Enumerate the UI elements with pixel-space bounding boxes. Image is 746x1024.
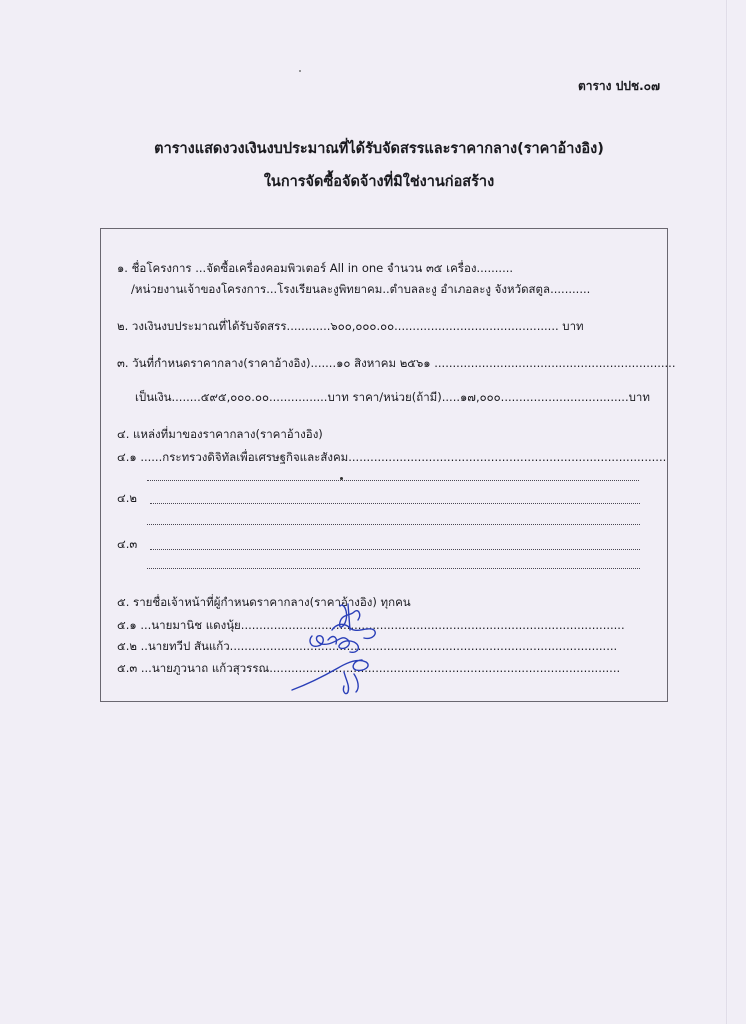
budget-amount: ๒. วงเงินงบประมาณที่ได้รับจัดสรร............๖๐๐,๐๐๐.๐๐............................................. บาท (117, 319, 584, 333)
project-name: ๑. ชื่อโครงการ ...จัดซื้อเครื่องคอมพิวเตอร์ All in one จำนวน ๓๕ เครื่อง.......... (117, 261, 514, 275)
reference-price: เป็นเงิน........๕๙๕,๐๐๐.๐๐................บาท ราคา/หน่วย(ถ้ามี).....๑๗,๐๐๐...................................บาท (135, 390, 650, 404)
blank-line (147, 480, 639, 481)
blank-line (147, 568, 640, 569)
blank-line (147, 524, 640, 525)
source-1: ๔.๑ ......กระทรวงดิจิทัลเพื่อเศรษฐกิจและสังคม....................................................................................... (117, 450, 667, 464)
officers-heading: ๕. รายชื่อเจ้าหน้าที่ผู้กำหนดราคากลาง(ราคาอ้างอิง) ทุกคน (117, 595, 411, 609)
dust-speck (299, 70, 301, 72)
officer-1: ๕.๑ ...นายมานิช แดงนุ้ย......................................................................................................... (117, 618, 625, 632)
source-2-blank (150, 503, 640, 504)
source-heading: ๔. แหล่งที่มาของราคากลาง(ราคาอ้างอิง) (117, 427, 323, 441)
handwritten-signature (288, 600, 398, 700)
title-line-2: ในการจัดซื้อจัดจ้างที่มิใช่งานก่อสร้าง (263, 174, 495, 190)
document-code: ตาราง ปปช.๐๗ (577, 79, 660, 93)
source-3-blank (150, 549, 640, 550)
dust-speck (340, 477, 343, 480)
reference-date: ๓. วันที่กำหนดราคากลาง(ราคาอ้างอิง).......๑๐ สิงหาคม ๒๕๖๑ .................................................................. (117, 356, 676, 370)
source-3-label: ๔.๓ (117, 537, 138, 551)
title-line-1: ตารางแสดงวงเงินงบประมาณที่ได้รับจัดสรรและราคากลาง(ราคาอ้างอิง) (154, 141, 604, 157)
officer-3: ๕.๓ ...นายภูวนาถ แก้วสุวรรณ................................................................................................ (117, 661, 621, 675)
source-2-label: ๔.๒ (117, 491, 137, 505)
agency-name: /หน่วยงานเจ้าของโครงการ...โรงเรียนละงูพิทยาคม..ตำบลละงู อำเภอละงู จังหวัดสตูล........... (131, 282, 591, 296)
officer-2: ๕.๒ ..นายทวีป สันแก้ว.......................................................................................................... (117, 639, 618, 653)
